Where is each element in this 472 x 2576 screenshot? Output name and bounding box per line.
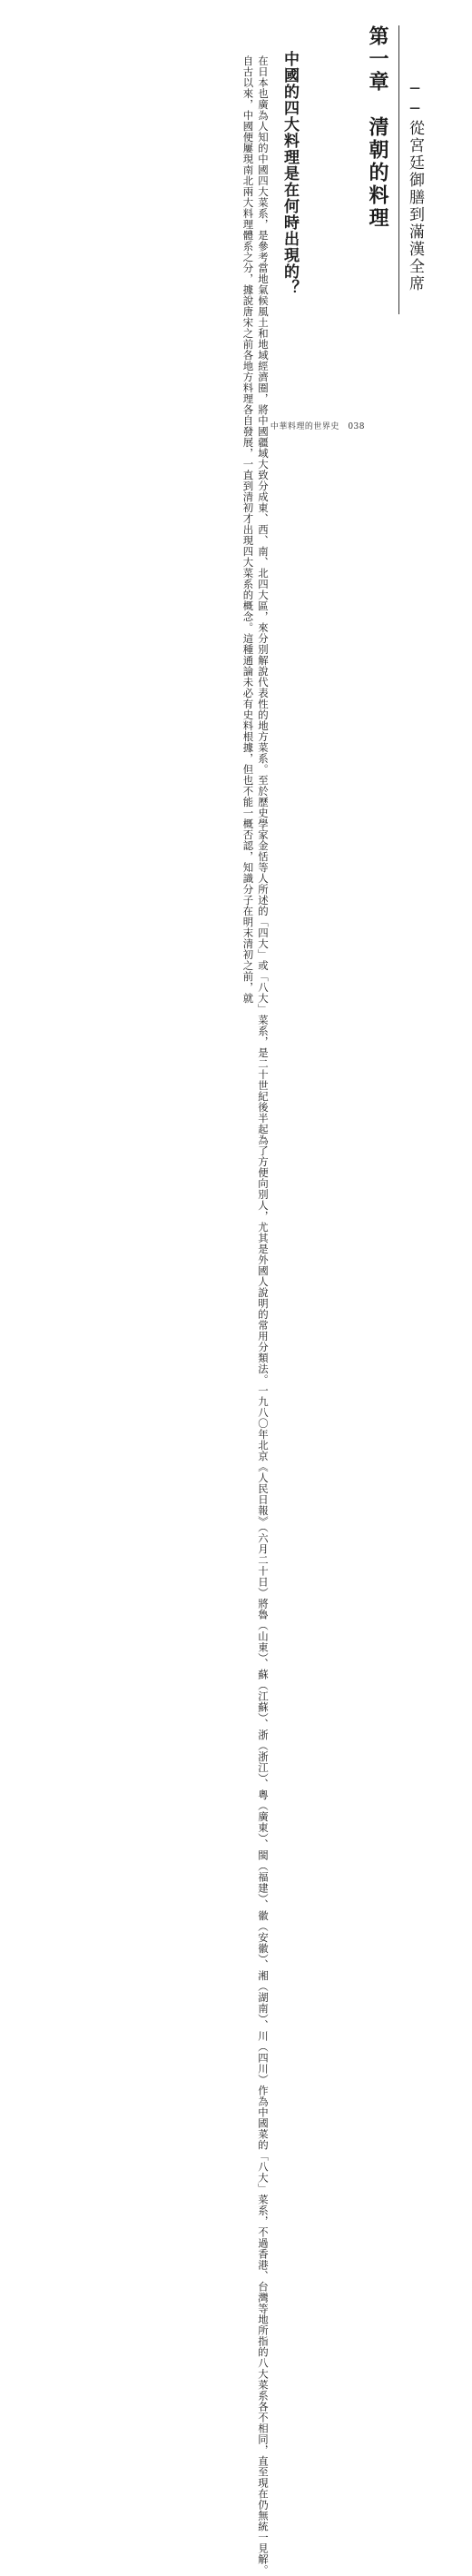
body-paragraph-1: 在日本也廣為人知的中國四大菜系，是參考當地氣候風土和地域經濟圈，將中國疆域大致分成東、西、南、北四大區，來分別解說代表性的地方菜系。至於歷史學家金恬等人所述的「四大」或「八大」菜系，是二十世紀後半起為了方便向別人，尤其是外國人說明的常用分類法。一九八〇年北京《人民日報》（六月二十日）將魯（山東）、蘇（江蘇）、浙（浙江）、粵（廣東）、閩（福建）、徽（安徽）、湘（湖南）、川（四川）作為中國菜的「八大」菜系，不過香港、台灣等地所指的八大菜系各不相同，直至現在仍無統一見解。 xyxy=(257,55,270,2576)
chapter-title: 第一章 清朝的料理 xyxy=(366,25,389,230)
body-text xyxy=(241,45,270,2576)
body-paragraph-2: 自古以來，中國便屢現南北兩大料理體系之分，據說唐宋之前各地方料理各自發展，一直到清初才出現四大菜系的概念。這種通論未必有史料根據，但也不能一概否認，知識分子在明末清初之前，就 xyxy=(241,55,255,1005)
running-title: 中華料理的世界史 xyxy=(270,422,339,431)
page-number: 038 xyxy=(348,422,365,431)
section-heading: 中國的四大料理是在何時出現的？ xyxy=(280,51,299,296)
chapter-subtitle: ──從宮廷御膳到滿漢全席 xyxy=(406,80,424,292)
page-footer xyxy=(265,420,365,431)
chapter-divider xyxy=(398,25,399,314)
